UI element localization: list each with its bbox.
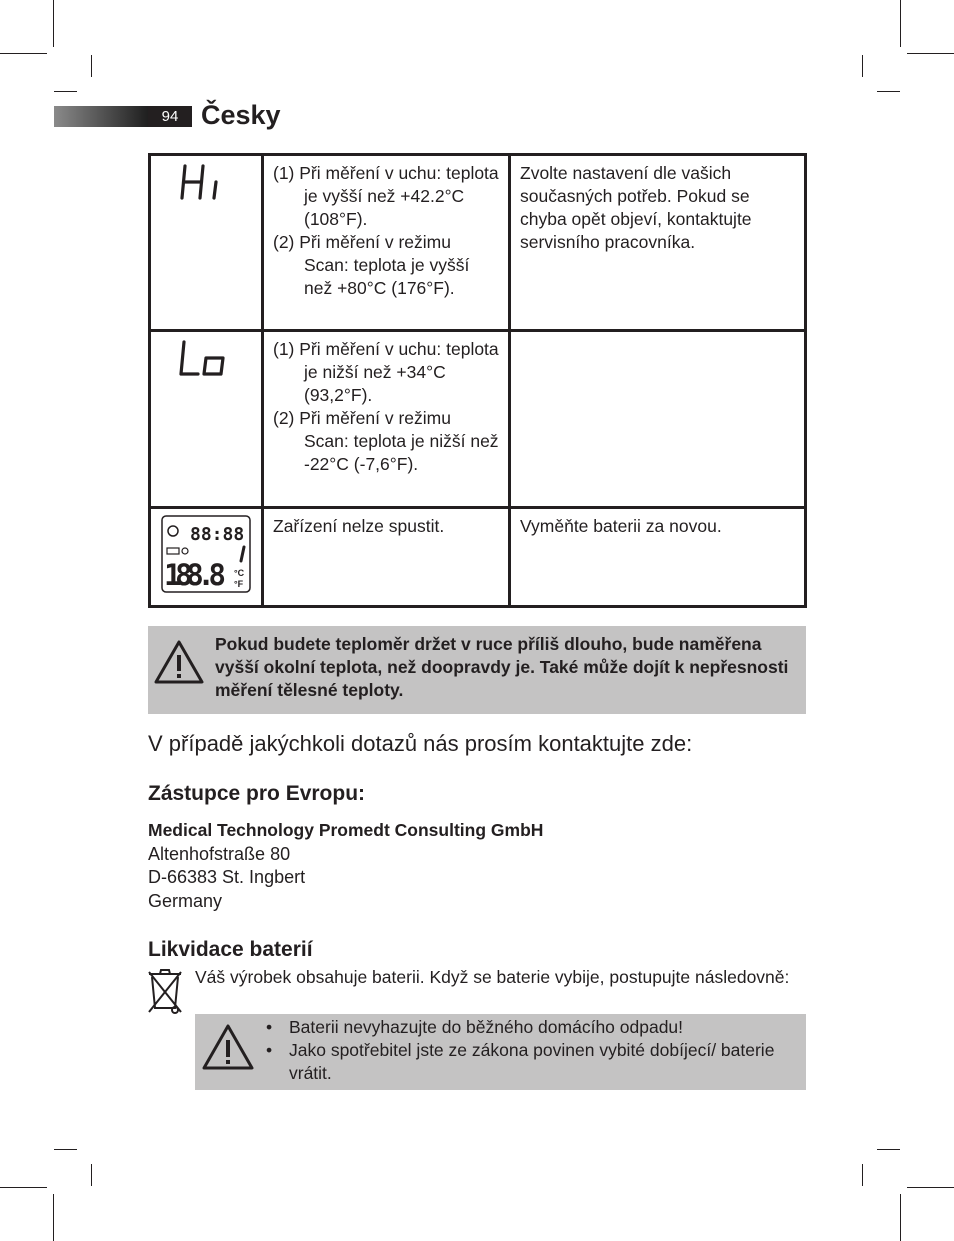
battery-list (261, 1016, 791, 1085)
list-item (261, 1016, 791, 1039)
remedy-cell (510, 331, 806, 508)
remedy-text: Zvolte nastavení dle vašich současných potřeb. Pokud se chyba opět objeví, kontaktujte servisního pracovníka. (520, 163, 752, 252)
svg-text:188.8: 188.8 (164, 558, 226, 592)
page-number: 94 (148, 106, 192, 127)
symbol-cell (150, 331, 263, 508)
crop-mark (862, 1164, 863, 1186)
representative-heading: Zástupce pro Evropu: (148, 782, 366, 805)
battery-icon (167, 548, 179, 554)
svg-text:88:88: 88:88 (190, 524, 245, 545)
crop-mark (53, 0, 54, 47)
remedy-cell (510, 155, 806, 331)
crop-mark (862, 55, 863, 77)
warning-triangle-icon (201, 1022, 255, 1072)
list-item-text: Jako spotřebitel jste ze zákona povinen vybité dobíjecí/ baterie vrátit. (289, 1040, 775, 1083)
cause-text: (1) Při měření v uchu: teplota je vyšší než +42.2°C (108°F). (273, 163, 499, 229)
cause-cell (263, 331, 510, 508)
bullet: • (266, 1040, 273, 1060)
table-row (150, 331, 806, 508)
lcd-hi-symbol (176, 162, 236, 202)
timer-icon (168, 526, 178, 536)
symbol-cell (150, 508, 263, 607)
cause-text: (1) Při měření v uchu: teplota je nižší než +34°C (93,2°F). (273, 339, 499, 405)
table-row (150, 508, 806, 607)
cause-text: Zařízení nelze spustit. (273, 516, 445, 536)
crop-mark (0, 53, 47, 54)
crop-mark (54, 91, 77, 92)
page-title: Česky (201, 100, 281, 130)
list-item (261, 1039, 791, 1085)
cause-text: (2) Při měření v režimu Scan: teplota je nižší než -22°C (-7,6°F). (273, 408, 499, 474)
header-bar (54, 106, 148, 127)
lcd-lo-symbol (176, 338, 236, 378)
symbol-cell (150, 155, 263, 331)
list-item-text: Baterii nevyhazujte do běžného domácího odpadu! (289, 1017, 684, 1037)
crop-mark (907, 1187, 954, 1188)
country: Germany (148, 890, 223, 911)
battery-warning-box (195, 1014, 806, 1090)
crop-mark (900, 1194, 901, 1241)
svg-text:°C: °C (234, 568, 245, 578)
crop-mark (91, 1164, 92, 1186)
crop-mark (877, 1149, 900, 1150)
cause-cell (263, 508, 510, 607)
crop-mark (53, 1194, 54, 1241)
address-block (148, 819, 543, 913)
battery-heading: Likvidace baterií (148, 938, 313, 961)
crop-mark (54, 1149, 77, 1150)
warning-text: Pokud budete teploměr držet v ruce příliš dlouho, bude naměřena vyšší okolní teplota, než doopravdy je. Také může dojít k nepřesnosti měření tělesné teploty. (215, 634, 789, 700)
contact-intro: V případě jakýchkoli dotazů nás prosím kontaktujte zde: (148, 731, 693, 756)
crop-mark (900, 0, 901, 47)
company-name: Medical Technology Promedt Consulting GmbH (148, 820, 544, 840)
street: Altenhofstraße 80 (148, 843, 291, 864)
crop-mark (0, 1187, 47, 1188)
warning-triangle-icon (153, 638, 205, 686)
svg-text:°F: °F (234, 579, 244, 589)
remedy-text: Vyměňte baterii za novou. (520, 516, 722, 536)
lcd-full-display-icon (161, 515, 251, 593)
table-row (150, 155, 806, 331)
error-table (148, 153, 807, 608)
crop-mark (877, 91, 900, 92)
crossed-out-bin-icon (146, 968, 184, 1016)
cause-text: (2) Při měření v režimu Scan: teplota je vyšší než +80°C (176°F). (273, 232, 470, 298)
thermometer-icon (241, 547, 244, 561)
warning-box (148, 626, 806, 714)
crop-mark (907, 53, 954, 54)
battery-intro: Váš výrobek obsahuje baterii. Když se baterie vybije, postupujte následovně: (195, 967, 790, 987)
bullet: • (266, 1017, 273, 1037)
city: D-66383 St. Ingbert (148, 867, 306, 887)
remedy-cell (510, 508, 806, 607)
crop-mark (91, 55, 92, 77)
cause-cell (263, 155, 510, 331)
